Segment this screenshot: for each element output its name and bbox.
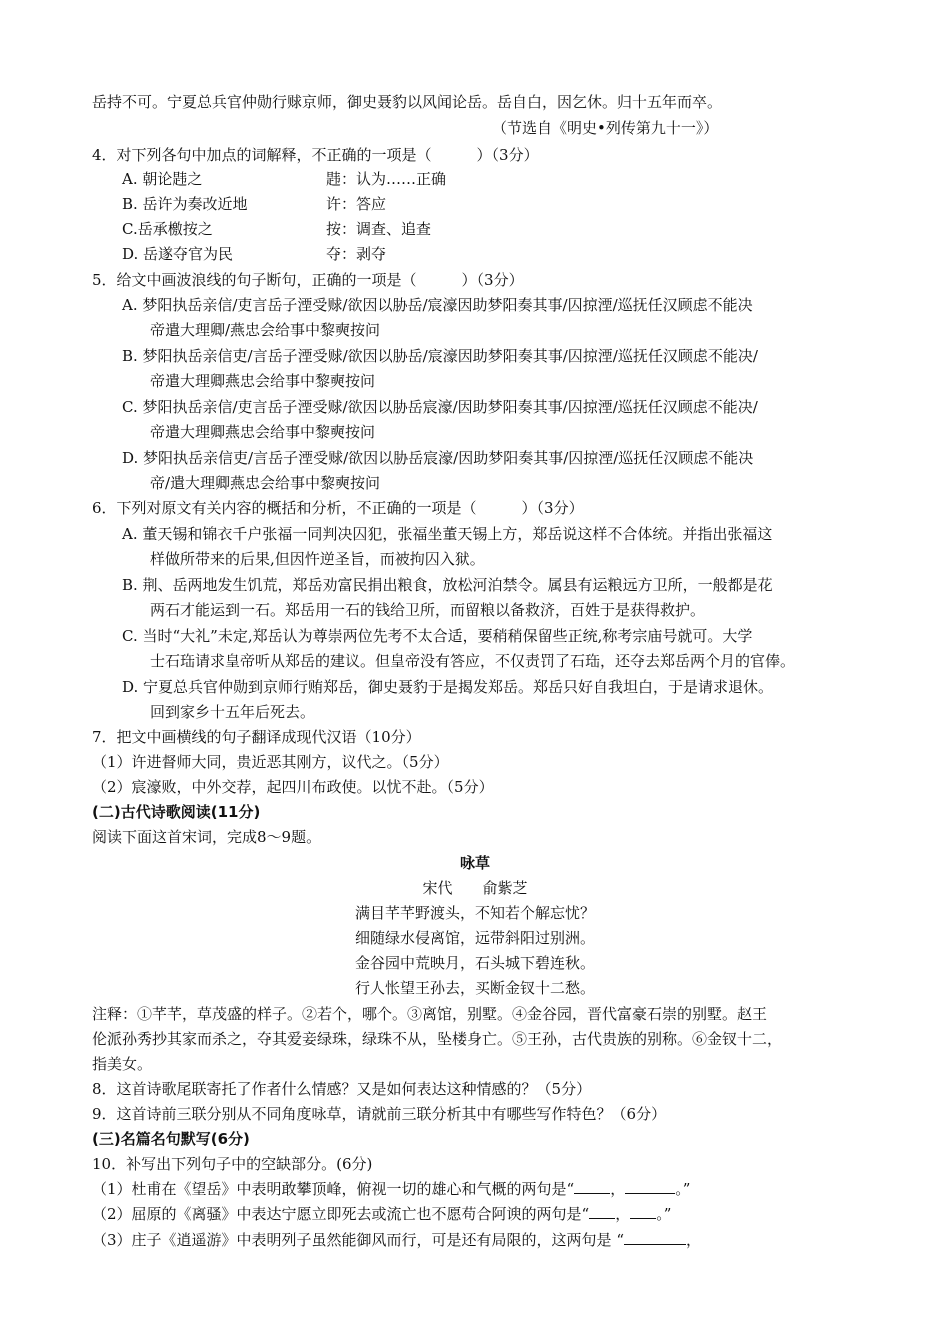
q6-option-a-line2: 样做所带来的后果,但因忤逆圣旨，而被拘囚入狱。 <box>150 550 485 568</box>
q4-option-c-def: 按：调查、追查 <box>326 220 432 238</box>
passage-source: （节选自《明史•列传第九十一》） <box>492 119 719 137</box>
q4-option-c <box>122 217 522 241</box>
q6-option-b-line1: B. 荆、岳两地发生饥荒，郑岳劝富民捐出粮食，放松河泊禁令。属县有运粮远方卫所，一般都是花 <box>122 576 773 594</box>
q4-option-a <box>122 167 522 191</box>
q4-option-d-def: 夺：剥夺 <box>326 245 387 263</box>
q6-option-d-line2: 回到家乡十五年后死去。 <box>150 703 316 721</box>
q6-option-b-line2: 两石才能运到一石。郑岳用一石的钱给卫所，而留粮以备救济，百姓于是获得救护。 <box>150 601 706 619</box>
q5-option-b-line1: B. 梦阳执岳亲信吏/言岳子湮受赇/欲因以胁岳/宸濠因助梦阳奏其事/囚掠湮/巡抚任汉顾虑不能决/ <box>122 347 758 365</box>
poem-title: 咏草 <box>459 854 490 872</box>
q10-item-3 <box>92 1228 701 1252</box>
question-9: 9．这首诗前三联分别从不同角度咏草，请就前三联分析其中有哪些写作特色？（6分） <box>92 1105 667 1123</box>
fill-blank[interactable] <box>589 1202 615 1219</box>
q4-option-b <box>122 192 522 216</box>
q5-option-d-line1: D. 梦阳执岳亲信吏/言岳子湮受赇/欲因以胁岳宸濠/因助梦阳奏其事/囚掠湮/巡抚任汉顾虑不能决 <box>122 449 754 467</box>
q7-item-1: （1）许进督师大同，贵近恶其刚方，议代之。（5分） <box>92 753 449 771</box>
q5-option-c-line2: 帝遣大理卿燕忠会给事中黎奭按问 <box>150 423 376 441</box>
section-2-heading: (二)古代诗歌阅读(11分) <box>92 803 261 821</box>
q6-option-d-line1: D. 宁夏总兵官仲勋到京师行贿郑岳，御史聂豹于是揭发郑岳。郑岳只好自我坦白，于是请求退休。 <box>122 678 774 696</box>
poem-author: 宋代 俞紫芝 <box>422 879 528 897</box>
poem-line-3: 金谷园中荒映月，石头城下碧连秋。 <box>354 954 595 972</box>
q10-item-2 <box>92 1202 671 1226</box>
q10-item-1-text: （1）杜甫在《望岳》中表明敢攀顶峰，俯视一切的雄心和气概的两句是“ <box>92 1180 575 1198</box>
section-2-intro: 阅读下面这首宋词，完成8～9题。 <box>92 828 322 846</box>
poem-notes-line-3: 指美女。 <box>92 1055 153 1073</box>
poem-line-2: 细随绿水侵离馆，远带斜阳过别洲。 <box>354 929 595 947</box>
question-4-stem: 4．对下列各句中加点的词解释，不正确的一项是（ ）（3分） <box>92 146 539 164</box>
poem-notes-line-1: 注释：①芊芊，草茂盛的样子。②若个，哪个。③离馆，别墅。④金谷园，晋代富豪石崇的别墅。赵王 <box>92 1005 768 1023</box>
poem-line-4: 行人怅望王孙去，买断金钗十二愁。 <box>354 979 595 997</box>
q5-option-a-line2: 帝遣大理卿/燕忠会给事中黎奭按问 <box>150 321 381 339</box>
fill-blank[interactable] <box>624 1228 686 1245</box>
q7-item-2: （2）宸濠败，中外交荐，起四川布政使。以忧不赴。（5分） <box>92 778 494 796</box>
fill-blank[interactable] <box>574 1177 610 1194</box>
q4-option-d-sentence: D. 岳遂夺官为民 <box>122 245 234 263</box>
poem-notes-line-2: 伦派孙秀抄其家而杀之，夺其爱妾绿珠，绿珠不从，坠楼身亡。⑤王孙，古代贵族的别称。⑥金钗十二， <box>92 1030 783 1048</box>
q4-option-d <box>122 242 522 266</box>
fill-blank[interactable] <box>625 1177 675 1194</box>
q5-option-d-line2: 帝/遣大理卿燕忠会给事中黎奭按问 <box>150 474 381 492</box>
q10-item-1-sep: ， <box>610 1180 626 1198</box>
question-10-stem: 10．补写出下列句子中的空缺部分。(6分) <box>92 1155 373 1173</box>
q4-option-c-sentence: C.岳承檄按之 <box>122 220 213 238</box>
q4-option-a-def: 韪：认为……正确 <box>326 170 447 188</box>
q10-item-1-end: 。” <box>675 1180 691 1198</box>
q6-option-a-line1: A. 董天锡和锦衣千户张福一同判决囚犯，张福坐董天锡上方，郑岳说这样不合体统。并指出张福这 <box>122 525 773 543</box>
q4-option-b-def: 许：答应 <box>326 195 387 213</box>
q10-item-2-sep: ， <box>615 1205 631 1223</box>
q6-option-c-line2: 士石珤请求皇帝听从郑岳的建议。但皇帝没有答应，不仅责罚了石珤，还夺去郑岳两个月的官俸。 <box>150 652 796 670</box>
question-5-stem: 5．给文中画波浪线的句子断句，正确的一项是（ ）（3分） <box>92 271 524 289</box>
question-8: 8．这首诗歌尾联寄托了作者什么情感？又是如何表达这种情感的？（5分） <box>92 1080 592 1098</box>
q10-item-3-text: （3）庄子《逍遥游》中表明列子虽然能御风而行，可是还有局限的，这两句是 “ <box>92 1231 624 1249</box>
q10-item-1 <box>92 1177 690 1201</box>
q5-option-c-line1: C. 梦阳执岳亲信/吏言岳子湮受赇/欲因以胁岳宸濠/因助梦阳奏其事/囚掠湮/巡抚任汉顾虑不能决/ <box>122 398 758 416</box>
q10-item-2-text: （2）屈原的《离骚》中表达宁愿立即死去或流亡也不愿苟合阿谀的两句是“ <box>92 1205 590 1223</box>
q4-option-b-sentence: B. 岳许为奏改近地 <box>122 195 248 213</box>
q5-option-a-line1: A. 梦阳执岳亲信/吏言岳子湮受赇/欲因以胁岳/宸濠因助梦阳奏其事/囚掠湮/巡抚任汉顾虑不能决 <box>122 296 753 314</box>
q10-item-3-sep: ， <box>685 1231 701 1249</box>
question-6-stem: 6．下列对原文有关内容的概括和分析，不正确的一项是（ ）（3分） <box>92 499 584 517</box>
q10-item-2-end: 。” <box>656 1205 672 1223</box>
poem-line-1: 满目芊芊野渡头，不知若个解忘忧？ <box>354 904 595 922</box>
question-7-stem: 7．把文中画横线的句子翻译成现代汉语（10分） <box>92 728 421 746</box>
fill-blank[interactable] <box>630 1202 656 1219</box>
q5-option-b-line2: 帝遣大理卿燕忠会给事中黎奭按问 <box>150 372 376 390</box>
passage-end-line: 岳持不可。宁夏总兵官仲勋行赇京师，御史聂豹以风闻论岳。岳自白，因乞休。归十五年而卒。 <box>92 93 723 111</box>
q4-option-a-sentence: A. 朝论韪之 <box>122 170 203 188</box>
q6-option-c-line1: C. 当时“大礼”未定,郑岳认为尊崇两位先考不太合适，要稍稍保留些正统,称考宗庙号就可。大学 <box>122 627 753 645</box>
section-3-heading: (三)名篇名句默写(6分) <box>92 1130 250 1148</box>
